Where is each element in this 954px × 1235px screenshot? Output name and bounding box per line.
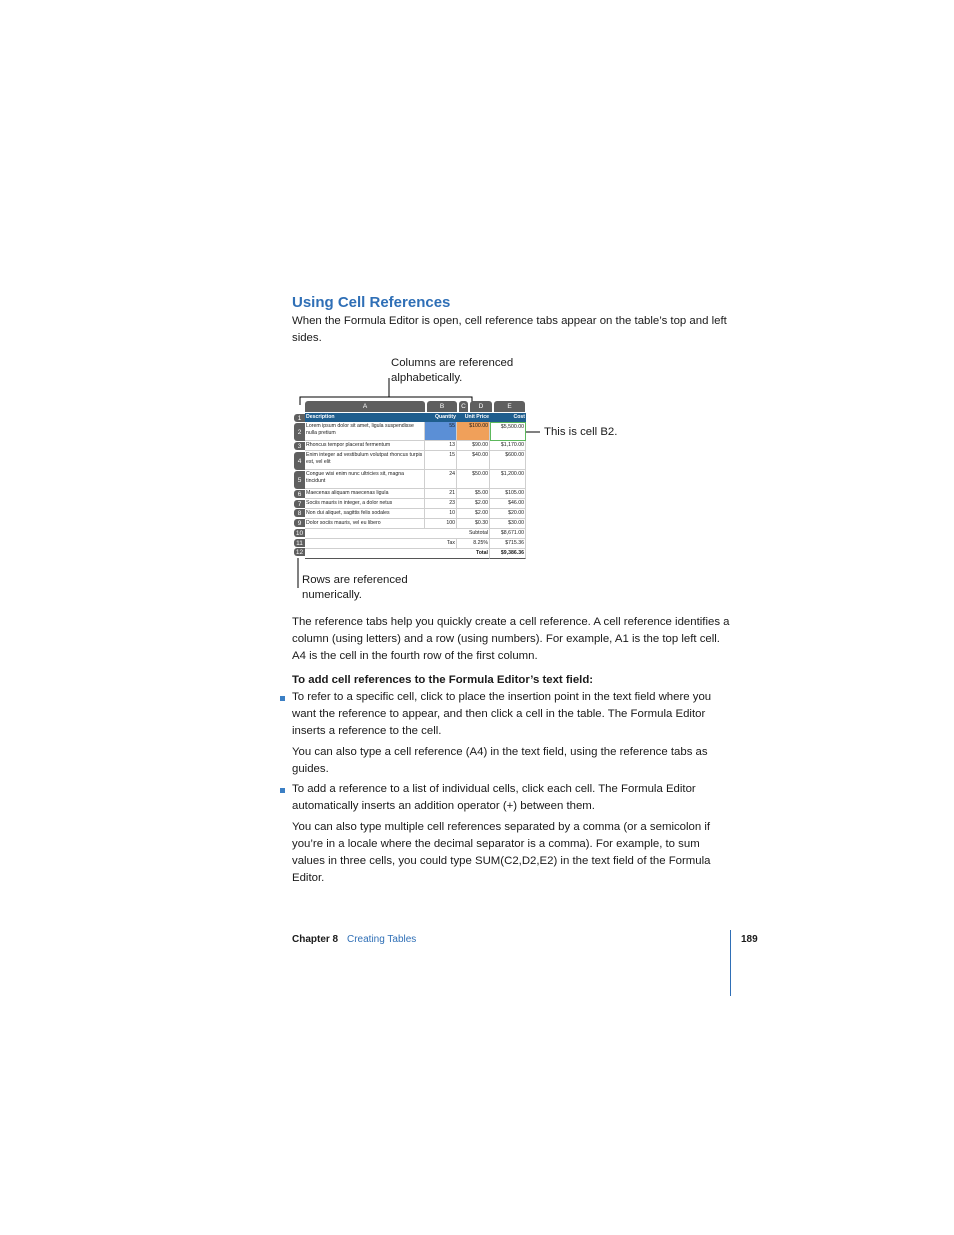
table-cell-qty[interactable]: 13 [425,441,457,451]
table-cell-cost[interactable]: $5,500.00 [490,422,526,441]
task-heading: To add cell references to the Formula Editor’s text field: [292,674,594,686]
header-cost[interactable]: Cost [513,414,525,420]
column-tabs [294,401,526,412]
table-cell-desc[interactable]: Maecenas aliquam maecenas ligula [305,489,425,499]
row-tab-7[interactable]: 7 [294,500,305,508]
table-cell-desc[interactable]: Dolor sociis mauris, vel eu libero [305,519,425,529]
table-cell-desc[interactable]: Rhoncus tempor placerat fermentum [305,441,425,451]
table-cell-cost[interactable]: $1,200.00 [490,470,526,489]
table-cell-qty[interactable]: 21 [425,489,457,499]
table-cell-qty[interactable]: 23 [425,499,457,509]
column-tab-b[interactable]: B [427,401,457,412]
subtotal-label: Subtotal [305,529,490,539]
row-tab-4[interactable]: 4 [294,452,305,470]
table-cell-price[interactable]: $2.00 [457,509,490,519]
table-cell-price[interactable]: $100.00 [457,422,490,441]
table-cell-price[interactable]: $0.30 [457,519,490,529]
footer-chapter: Chapter 8 [292,934,339,945]
row-tab-3[interactable]: 3 [294,442,305,450]
table-cell-desc[interactable]: Congue wisi enim nunc ultricies sit, magna tincidunt [305,470,425,489]
footer-chapter-title[interactable]: Creating Tables [347,934,417,945]
row-tab-1[interactable]: 1 [294,414,305,422]
total-label: Total [305,549,490,559]
table-cell-qty[interactable]: 15 [425,451,457,470]
table-cell-price[interactable]: $50.00 [457,470,490,489]
column-tab-e[interactable]: E [494,401,525,412]
bullet-2: To add a reference to a list of individual cells, click each cell. The Formula Editor automatically inserts an addition operator (+) between them. [292,783,696,812]
table-cell-desc[interactable]: Non dui aliquet, sagittis felis sodales [305,509,425,519]
header-unit-price[interactable]: Unit Price [464,414,489,420]
header-quantity[interactable]: Quantity [434,414,456,420]
table-cell-desc[interactable]: Lorem ipsum dolor sit amet, ligula suspendisse nulla pretium [305,422,425,441]
column-tab-c[interactable]: C [459,401,468,412]
column-tab-d[interactable]: D [470,401,492,412]
cell-callout: This is cell B2. [544,426,618,438]
table-cell-b2[interactable]: 55 [425,422,457,441]
bullet-2-note: You can also type multiple cell references separated by a comma (or a semicolon if you’re in a locale where the decimal separator is a comma). For example, to sum values in three cells, you could type SUM(C2,D2,E2) in the text field of the Formula Editor. [292,821,711,884]
total-value[interactable]: $9,386.36 [490,549,526,559]
page-title: Using Cell References [292,294,451,311]
tax-value[interactable]: $715.36 [490,539,526,549]
page-number: 189 [741,934,758,945]
table-cell-price[interactable]: $5.00 [457,489,490,499]
table-cell-price[interactable]: $40.00 [457,451,490,470]
table-cell-qty[interactable]: 24 [425,470,457,489]
table-cell-cost[interactable]: $600.00 [490,451,526,470]
bullet-icon [280,696,285,701]
table-cell-qty[interactable]: 10 [425,509,457,519]
table-cell-cost[interactable]: $1,170.00 [490,441,526,451]
row-tab-10[interactable]: 10 [295,529,304,537]
table-cell-price[interactable]: $90.00 [457,441,490,451]
table-header-row [305,413,526,422]
column-tab-a[interactable]: A [305,401,425,412]
row-tab-6[interactable]: 6 [294,490,305,498]
tax-rate[interactable]: 8.25% [457,539,490,549]
columns-callout: Columns are referenced alphabetically. [391,357,514,384]
table-cell-cost[interactable]: $20.00 [490,509,526,519]
footer-divider [730,930,731,996]
header-description[interactable]: Description [306,414,335,420]
intro-paragraph: When the Formula Editor is open, cell reference tabs appear on the table’s top and left sides. [292,315,727,344]
paragraph-reference-tabs: The reference tabs help you quickly create a cell reference. A cell reference identifies a column (using letters) and a row (using numbers). For example, A1 is the top left cell. A4 is the cell in the fourth row of the first column. [292,616,730,662]
rows-callout: Rows are referenced numerically. [302,574,408,601]
row-tab-12[interactable]: 12 [295,548,304,556]
table-cell-desc[interactable]: Enim integer ad vestibulum volutpat rhoncus turpis est, vel elit [305,451,425,470]
table-cell-cost[interactable]: $105.00 [490,489,526,499]
subtotal-value[interactable]: $8,671.00 [490,529,526,539]
row-tab-11[interactable]: 11 [294,539,305,547]
table-cell-price[interactable]: $2.00 [457,499,490,509]
row-tab-5[interactable]: 5 [294,471,305,489]
table-cell-cost[interactable]: $30.00 [490,519,526,529]
table-cell-cost[interactable]: $46.00 [490,499,526,509]
bullet-1-note: You can also type a cell reference (A4) in the text field, using the reference tabs as guides. [292,746,708,775]
row-tab-2[interactable]: 2 [294,423,305,441]
bullet-icon [280,788,285,793]
tax-label: Tax [305,539,457,549]
table-cell-desc[interactable]: Sociis mauris in integer, a dolor netus [305,499,425,509]
row-tab-9[interactable]: 9 [294,519,305,527]
row-tab-8[interactable]: 8 [294,509,305,517]
bullet-1: To refer to a specific cell, click to place the insertion point in the text field where you want the reference to appear, and then click a cell in the table. The Formula Editor inserts a reference to the cell. [292,691,712,737]
table-cell-qty[interactable]: 100 [425,519,457,529]
